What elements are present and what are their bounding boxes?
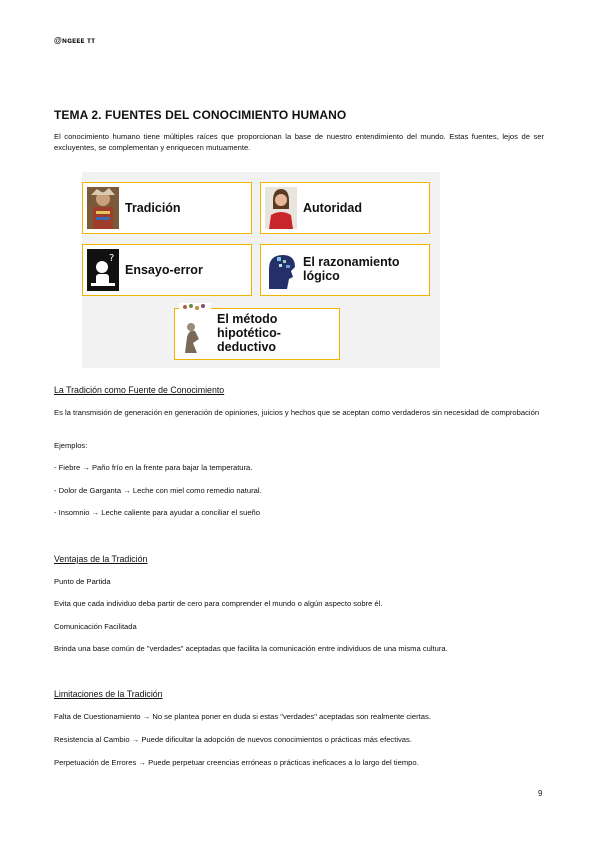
card-metodo-hipotetico-deductivo (174, 308, 340, 360)
svg-text:?: ? (109, 253, 115, 264)
card-ensayo-error-label: Ensayo-error (125, 263, 203, 277)
card-razonamiento-line1: El razonamiento (303, 255, 400, 269)
card-metodo-line1: El método (217, 312, 278, 326)
tradition-definition: Es la transmisión de generación en generación de opiniones, juicios y hechos que se aceptan como verdaderos sin necesidad de comprobación (54, 408, 540, 417)
card-tradicion-label: Tradición (125, 201, 181, 215)
section-heading-limitaciones: Limitaciones de la Tradición (54, 689, 163, 699)
advantage-title: Comunicación Facilitada (54, 622, 137, 631)
limitation-item: Resistencia al Cambio → Puede dificultar la adopción de nuevos conocimientos o prácticas más efectivas. (54, 735, 412, 744)
card-metodo-line3: deductivo (217, 340, 277, 354)
card-razonamiento-label (303, 255, 400, 283)
sources-figure (82, 172, 440, 368)
header-watermark: @ɴɢᴇᴇᴇ ᴛᴛ (54, 36, 96, 45)
list-item: - Fiebre → Paño frío en la frente para bajar la temperatura. (54, 463, 253, 472)
advantage-title: Punto de Partida (54, 577, 111, 586)
examples-label: Ejemplos: (54, 441, 88, 450)
authority-photo-icon (265, 187, 297, 229)
intro-paragraph: El conocimiento humano tiene múltiples raíces que proporcionan la base de nuestro entendimiento del mundo. Estas fuentes, lejos de ser excluyentes, se complementan y enriquecen mutuamente. (54, 132, 544, 152)
card-tradicion (82, 182, 252, 234)
section-heading-ventajas: Ventajas de la Tradición (54, 554, 148, 564)
tradition-photo-icon (87, 187, 119, 229)
limitation-item: Falta de Cuestionamiento → No se plantea poner en duda si estas "verdades" aceptadas son realmente ciertas. (54, 712, 431, 721)
list-item: - Dolor de Garganta → Leche con miel como remedio natural. (54, 486, 262, 495)
advantage-text: Brinda una base común de "verdades" aceptadas que facilita la comunicación entre individuos de una misma cultura. (54, 644, 448, 653)
page-title: TEMA 2. FUENTES DEL CONOCIMIENTO HUMANO (54, 108, 347, 122)
page-number: 9 (538, 789, 543, 798)
card-metodo-line2: hipotético- (217, 326, 281, 340)
advantage-text: Evita que cada individuo deba partir de cero para comprender el mundo o algún aspecto sobre él. (54, 599, 383, 608)
list-item: - Insomnio → Leche caliente para ayudar a conciliar el sueño (54, 508, 260, 517)
card-razonamiento-line2: lógico (303, 269, 340, 283)
section-heading-tradicion: La Tradición como Fuente de Conocimiento (54, 385, 225, 395)
limitation-item: Perpetuación de Errores → Puede perpetuar creencias erróneas o prácticas ineficaces a lo largo del tiempo. (54, 758, 419, 767)
card-autoridad (260, 182, 430, 234)
thinker-icon (179, 303, 211, 345)
card-razonamiento-logico (260, 244, 430, 296)
card-autoridad-label: Autoridad (303, 201, 363, 215)
trial-error-icon (87, 249, 119, 291)
brain-icon (265, 249, 297, 291)
card-metodo-label (217, 312, 281, 354)
card-ensayo-error (82, 244, 252, 296)
